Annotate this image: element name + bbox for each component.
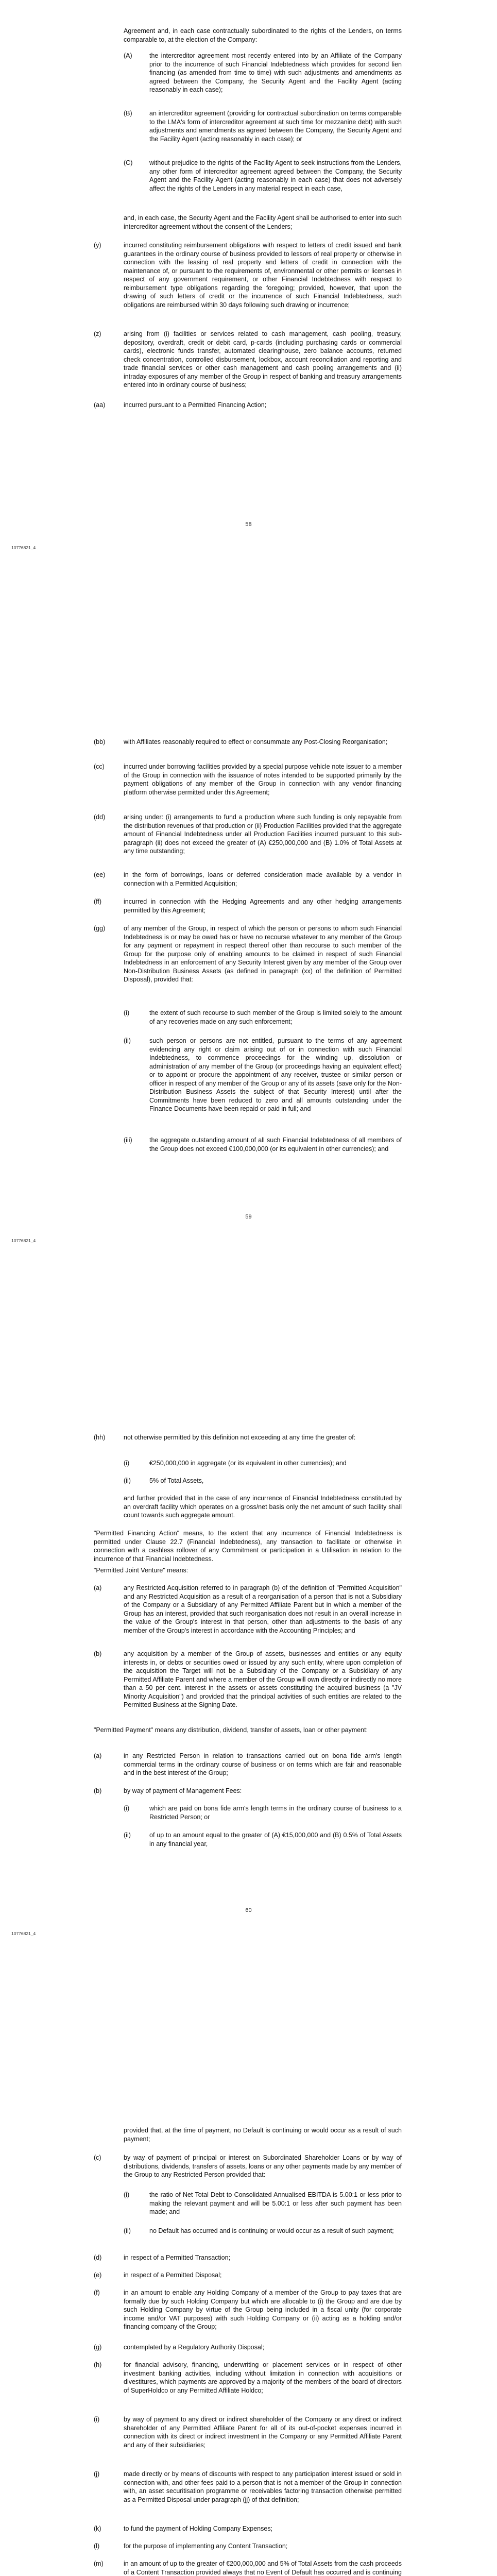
clause-label: (j) — [94, 2470, 100, 2478]
clause-text: in respect of a Permitted Transaction; — [124, 2254, 231, 2261]
document-id: 10776821_4 — [11, 545, 36, 550]
clause-text: not otherwise permitted by this definition not exceeding at any time the greater of: — [124, 1434, 356, 1441]
clause-text: by way of payment of principal or interest on Subordinated Shareholder Loans or by way of distributions, dividends, transfers of assets, loans or any other payments made by any member of the Group to any Restricted Person provided that: — [124, 2154, 402, 2178]
clause-label: (hh) — [94, 1434, 106, 1441]
sub-clause-label: (A) — [124, 52, 132, 59]
sub-clause-text: such person or persons are not entitled, pursuant to the terms of any agreement evidencing any right or claim arising out of or in connection with such Financial Indebtedness, to commence proceedings for the winding up, dissolution or administration of any member of the Group (or proceedings having an equivalent effect) or to appoint or procure the appointment of any receiver, trustee or similar person or officer in respect of any member of the Group or any of its assets (save only for the Non-Distribution Business Assets the subject of that Security Interest) until after the Commitments have been reduced to zero and all amounts outstanding under the Finance Documents have been repaid or paid in full; and — [149, 1037, 402, 1112]
clause-label: (e) — [94, 2272, 102, 2279]
sub-clause-text: no Default has occurred and is continuing or would occur as a result of such payment; — [149, 2227, 394, 2234]
sub-clause-label: (i) — [124, 1460, 130, 1467]
clause-text: by way of payment of Management Fees: — [124, 1787, 242, 1794]
definition-heading: "Permitted Payment" means any distribution, dividend, transfer of assets, loan or other payment: — [94, 1726, 368, 1734]
sub-clause-text: the ratio of Net Total Debt to Consolidated Annualised EBITDA is 5.00:1 or less prior to making the relevant payment and will be 5.00:1 or less after such payment has been made; and — [149, 2191, 402, 2215]
paragraph: and, in each case, the Security Agent and the Facility Agent shall be authorised to enter into such intercreditor agreement without the consent of the Lenders; — [124, 214, 402, 230]
clause-text: arising under: (i) arrangements to fund a production where such funding is only repayable from the distribution revenues of that production or (ii) Production Facilities provided that the aggregate amount of Financial Indebtedness under all Production Facilities incurred pursuant to this sub-paragraph (ii) does not exceed the greater of (A) €250,000,000 and (B) 1.0% of Total Assets at any time outstanding; — [124, 814, 402, 855]
sub-clause-label: (B) — [124, 110, 132, 117]
sub-clause-label: (ii) — [124, 1037, 131, 1044]
definition-heading: "Permitted Joint Venture" means: — [94, 1567, 188, 1574]
clause-label: (k) — [94, 2525, 101, 2532]
clause-label: (dd) — [94, 814, 106, 821]
clause-text: contemplated by a Regulatory Authority Disposal; — [124, 2344, 265, 2351]
clause-text: incurred constituting reimbursement obligations with respect to letters of credit issued and bank guarantees in the ordinary course of business provided to lessors of real property or otherwise in connection with the leasing of real property and letters of credit in connection with the maintenance of, or pursuant to the requirements of, environmental or other permits or licenses in respect of any government requirement, or other Financial Indebtedness with respect to reimbursement type obligations regarding the foregoing; provided, however, that upon the drawing of such letters of credit or the incurrence of such Financial Indebtedness, such obligations are reimbursed within 30 days following such drawing or incurrence; — [124, 242, 402, 309]
clause-label: (cc) — [94, 763, 105, 770]
clause-text: by way of payment to any direct or indirect shareholder of the Company or any direct or indirect shareholder of any Permitted Affiliate Parent for all of its out-of-pocket expenses incurred in connection with its direct or indirect investment in the Company or any Permitted Affiliate Parent and any of their subsidiaries; — [124, 2416, 402, 2449]
clause-label: (ff) — [94, 898, 102, 905]
page-number: 59 — [245, 1214, 252, 1220]
sub-clause-label: (ii) — [124, 2227, 131, 2234]
sub-clause-label: (i) — [124, 1009, 130, 1016]
sub-clause-text: of up to an amount equal to the greater of (A) €15,000,000 and (B) 0.5% of Total Assets in any financial year, — [149, 1832, 402, 1848]
clause-text: in an amount of up to the greater of €200,000,000 and 5% of Total Assets from the cash proceeds of a Content Transaction provided always that no Event of Default has occurred and is continuing — [124, 2560, 402, 2576]
clause-text: any acquisition by a member of the Group of assets, businesses and entities or any equity interests in, or debts or securities owed or issued by any such entity, where upon completion of the acquisition the Target will not be a Subsidiary of the Company or a Subsidiary of any Permitted Affiliate Parent and where a member of the Group will own directly or indirectly no more than a 50 per cent. interest in the assets or assets constituting the acquired business (a "JV Minority Acquisition") and provided that the principal activities of such entities are related to the Permitted Business at the Signing Date. — [124, 1650, 402, 1708]
clause-text: in the form of borrowings, loans or deferred consideration made available by a vendor in connection with a Permitted Acquisition; — [124, 871, 402, 887]
clause-label: (a) — [94, 1584, 102, 1591]
clause-label: (d) — [94, 2254, 102, 2261]
clause-label: (aa) — [94, 401, 106, 409]
clause-text: incurred under borrowing facilities provided by a special purpose vehicle note issuer to a member of the Group in connection with the issuance of notes intended to be supported primarily by the payment obligations of any member of the Group in connection with any vendor financing platform otherwise permitted under this Agreement; — [124, 763, 402, 796]
sub-clause-label: (i) — [124, 2191, 130, 2198]
sub-clause-label: (i) — [124, 1805, 130, 1812]
clause-text: incurred in connection with the Hedging Agreements and any other hedging arrangements permitted by this Agreement; — [124, 898, 402, 914]
clause-label: (g) — [94, 2344, 102, 2351]
clause-text: of any member of the Group, in respect of which the person or persons to whom such Financial Indebtedness is or may be owed has or have no recourse whatever to any member of the Group for any payment or repayment in respect thereof other than recourse to such member of the Group for the purpose only of enabling amounts to be claimed in respect of such Financial Indebtedness in an enforcement of any Security Interest given by any member of the Group over Non-Distribution Business Assets (as defined in paragraph (xx) of the definition of Permitted Disposal), provided that: — [124, 925, 402, 983]
page-number: 58 — [245, 521, 252, 528]
sub-clause-label: (ii) — [124, 1477, 131, 1484]
clause-label: (m) — [94, 2560, 104, 2567]
sub-clause-text: without prejudice to the rights of the Facility Agent to seek instructions from the Lenders, any other form of intercreditor agreement agreed between the Company, the Security Agent and the Facility Agent (acting reasonably in each case) that does not adversely affect the rights of the Lenders in any material respect in each case, — [149, 159, 402, 192]
clause-label: (a) — [94, 1752, 102, 1759]
paragraph: Agreement and, in each case contractually subordinated to the rights of the Lenders, on terms comparable to, at the election of the Company: — [124, 27, 402, 43]
clause-label: (bb) — [94, 738, 106, 745]
clause-label: (ee) — [94, 871, 106, 878]
sub-clause-text: 5% of Total Assets, — [149, 1477, 204, 1484]
clause-label: (l) — [94, 2543, 100, 2550]
clause-label: (c) — [94, 2154, 101, 2161]
clause-text: with Affiliates reasonably required to effect or consummate any Post-Closing Reorganisation; — [124, 738, 388, 745]
clause-label: (z) — [94, 330, 101, 337]
clause-label: (gg) — [94, 925, 106, 932]
sub-clause-text: the extent of such recourse to such member of the Group is limited solely to the amount of any recoveries made on any such enforcement; — [149, 1009, 402, 1025]
clause-label: (b) — [94, 1650, 102, 1657]
clause-text: in any Restricted Person in relation to transactions carried out on bona fide arm's length commercial terms in the ordinary course of business or on terms which are fair and reasonable and in the best interest of the Group; — [124, 1752, 402, 1776]
document-id: 10776821_4 — [11, 1931, 36, 1936]
sub-clause-text: which are paid on bona fide arm's length terms in the ordinary course of business to a Restricted Person; or — [149, 1805, 402, 1821]
clause-text: in respect of a Permitted Disposal; — [124, 2272, 222, 2279]
clause-label: (i) — [94, 2416, 100, 2423]
clause-label: (f) — [94, 2289, 100, 2296]
clause-text: any Restricted Acquisition referred to in paragraph (b) of the definition of "Permitted Acquisition" and any Restricted Acquisition as a result of a reorganisation of a person that is not a Subsidiary of the Company or a Subsidiary of any Permitted Affiliate Parent but in which a member of the Group has an interest, provided that such reorganisation does not result in an overall increase in the value of the Group's interest in that person, other than adjustments to the basis of any member of the Group's interest in accordance with the Accounting Principles; and — [124, 1584, 402, 1634]
definition-paragraph: "Permitted Financing Action" means, to the extent that any incurrence of Financial Indebtedness is permitted under Clause 22.7 (Financial Indebtedness), any transaction to facilitate or otherwise in connection with a cashless rollover of any Commitment or participation in a Utilisation in relation to the incurrence of that Financial Indebtedness. — [94, 1530, 402, 1563]
sub-clause-text: an intercreditor agreement (providing for contractual subordination on terms comparable to the LMA's form of intercreditor agreement at such time for mezzanine debt) with such adjustments and amendments as agreed between the Company, the Security Agent and the Facility Agent (acting reasonably in each case); or — [149, 110, 402, 143]
page-number: 60 — [245, 1907, 252, 1913]
clause-text: made directly or by means of discounts with respect to any participation interest issued or sold in connection with, and other fees paid to a person that is not a member of the Group in connection with, an asset securitisation programme or receivables factoring transaction otherwise permitted as a Permitted Disposal under paragraph (jj) of that definition; — [124, 2470, 402, 2503]
sub-clause-label: (C) — [124, 159, 133, 166]
document-id: 10776821_4 — [11, 1238, 36, 1243]
clause-label: (b) — [94, 1787, 102, 1794]
sub-clause-text: the aggregate outstanding amount of all such Financial Indebtedness of all members of the Group does not exceed €100,000,000 (or its equivalent in other currencies); and — [149, 1137, 402, 1153]
sub-clause-text: €250,000,000 in aggregate (or its equivalent in other currencies); and — [149, 1460, 347, 1467]
clause-text: incurred pursuant to a Permitted Financing Action; — [124, 401, 267, 409]
sub-clause-label: (iii) — [124, 1137, 132, 1144]
clause-label: (h) — [94, 2361, 102, 2368]
paragraph: and further provided that in the case of any incurrence of Financial Indebtedness constituted by an overdraft facility which operates on a gross/net basis only the net amount of such facility shall count towards such aggregate amount. — [124, 1495, 402, 1519]
clause-text: in an amount to enable any Holding Company of a member of the Group to pay taxes that are formally due by such Holding Company but which are allocable to (i) the Group and are due by such Holding Company by virtue of the Group being included in a fiscal unity (for corporate income and/or VAT purposes) with such Holding Company or (ii) acting as a holding and/or financing company of the Group; — [124, 2289, 402, 2330]
sub-clause-label: (ii) — [124, 1832, 131, 1839]
clause-text: arising from (i) facilities or services related to cash management, cash pooling, treasury, depository, overdraft, credit or debit card, p-cards (including purchasing cards or commercial cards), electronic funds transfer, automated clearinghouse, zero balance accounts, returned check concentration, controlled disbursement, lockbox, account reconciliation and reporting and trade financial services or other cash management and cash pooling arrangements and (ii) intraday exposures of any member of the Group in respect of banking and treasury arrangements entered into in ordinary course of business; — [124, 330, 402, 388]
clause-text: for financial advisory, financing, underwriting or placement services or in respect of other investment banking activities, including without limitation in connection with acquisitions or divestitures, which payments are approved by a majority of the members of the board of directors of SuperHoldco or any Permitted Affiliate Holdco; — [124, 2361, 402, 2394]
clause-text: to fund the payment of Holding Company Expenses; — [124, 2525, 273, 2532]
sub-clause-text: the intercreditor agreement most recently entered into by an Affiliate of the Company prior to the incurrence of such Financial Indebtedness which provides for second lien financing (as amended from time to time) with such adjustments and amendments as agreed between the Company, the Security Agent and the Facility Agent (acting reasonably in each case); — [149, 52, 402, 93]
paragraph: provided that, at the time of payment, no Default is continuing or would occur as a result of such payment; — [124, 2127, 402, 2143]
clause-label: (y) — [94, 242, 101, 249]
clause-text: for the purpose of implementing any Content Transaction; — [124, 2543, 288, 2550]
